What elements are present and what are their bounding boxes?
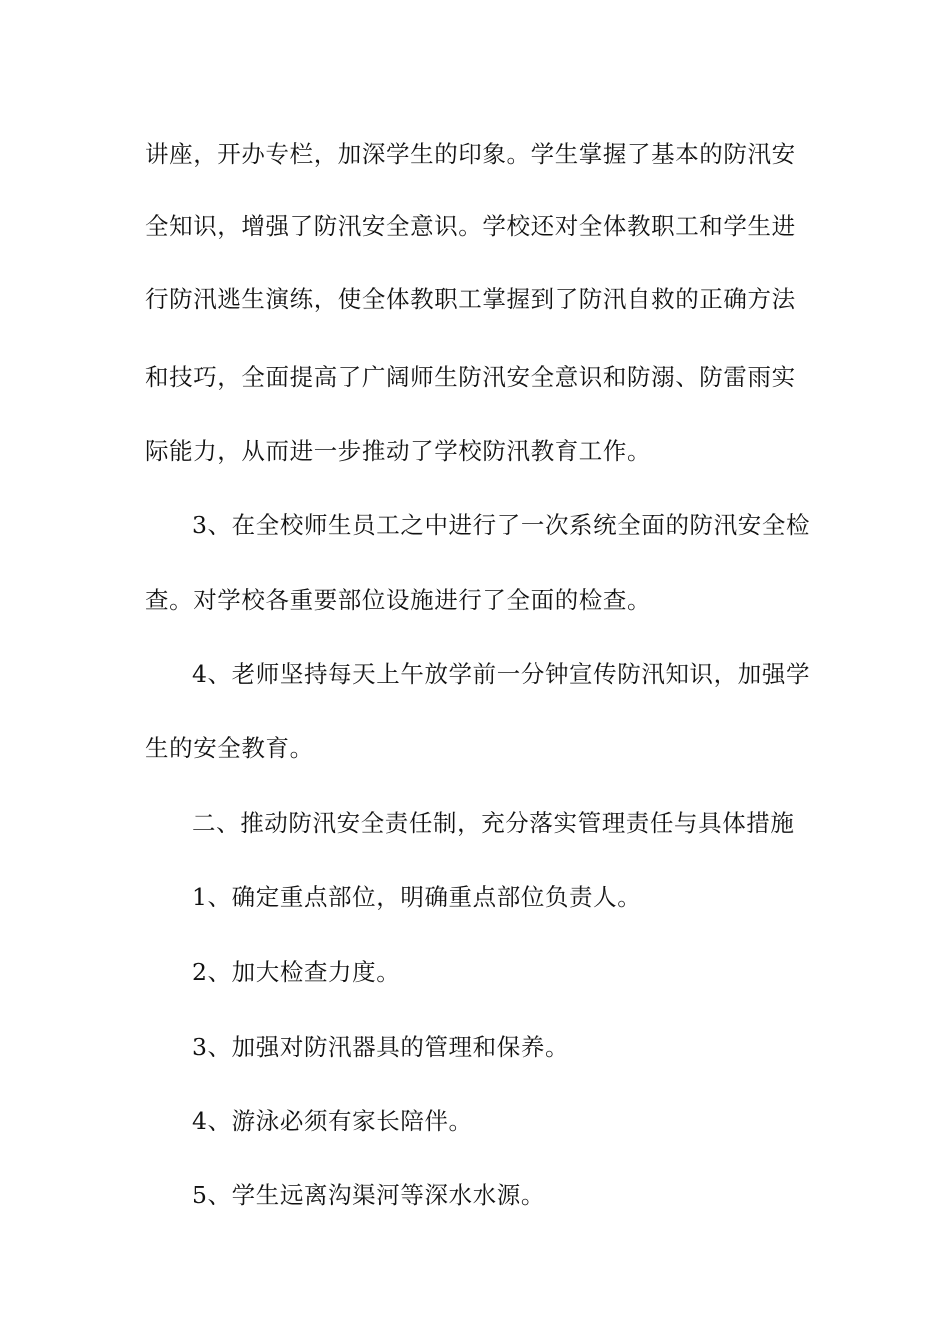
paragraph-line: 查。对学校各重要部位设施进行了全面的检查。 [145, 586, 652, 614]
paragraph-line: 生的安全教育。 [145, 734, 314, 762]
paragraph-line: 际能力，从而进一步推动了学校防汛教育工作。 [145, 437, 652, 465]
list-item: 5、学生远离沟渠河等深水水源。 [192, 1181, 545, 1209]
list-item: 2、加大检查力度。 [192, 958, 401, 986]
paragraph-line: 4、老师坚持每天上午放学前一分钟宣传防汛知识，加强学 [192, 660, 811, 688]
paragraph-line: 3、在全校师生员工之中进行了一次系统全面的防汛安全检 [192, 511, 811, 539]
section-heading: 二、推动防汛安全责任制，充分落实管理责任与具体措施 [192, 809, 795, 837]
paragraph-line: 全知识，增强了防汛安全意识。学校还对全体教职工和学生进 [145, 212, 796, 240]
paragraph-line: 行防汛逃生演练，使全体教职工掌握到了防汛自救的正确方法 [145, 285, 796, 313]
paragraph-line: 讲座，开办专栏，加深学生的印象。学生掌握了基本的防汛安 [145, 140, 796, 168]
list-item: 1、确定重点部位，明确重点部位负责人。 [192, 883, 642, 911]
paragraph-line: 和技巧，全面提高了广阔师生防汛安全意识和防溺、防雷雨实 [145, 363, 796, 391]
list-item: 4、游泳必须有家长陪伴。 [192, 1107, 473, 1135]
list-item: 3、加强对防汛器具的管理和保养。 [192, 1033, 570, 1061]
